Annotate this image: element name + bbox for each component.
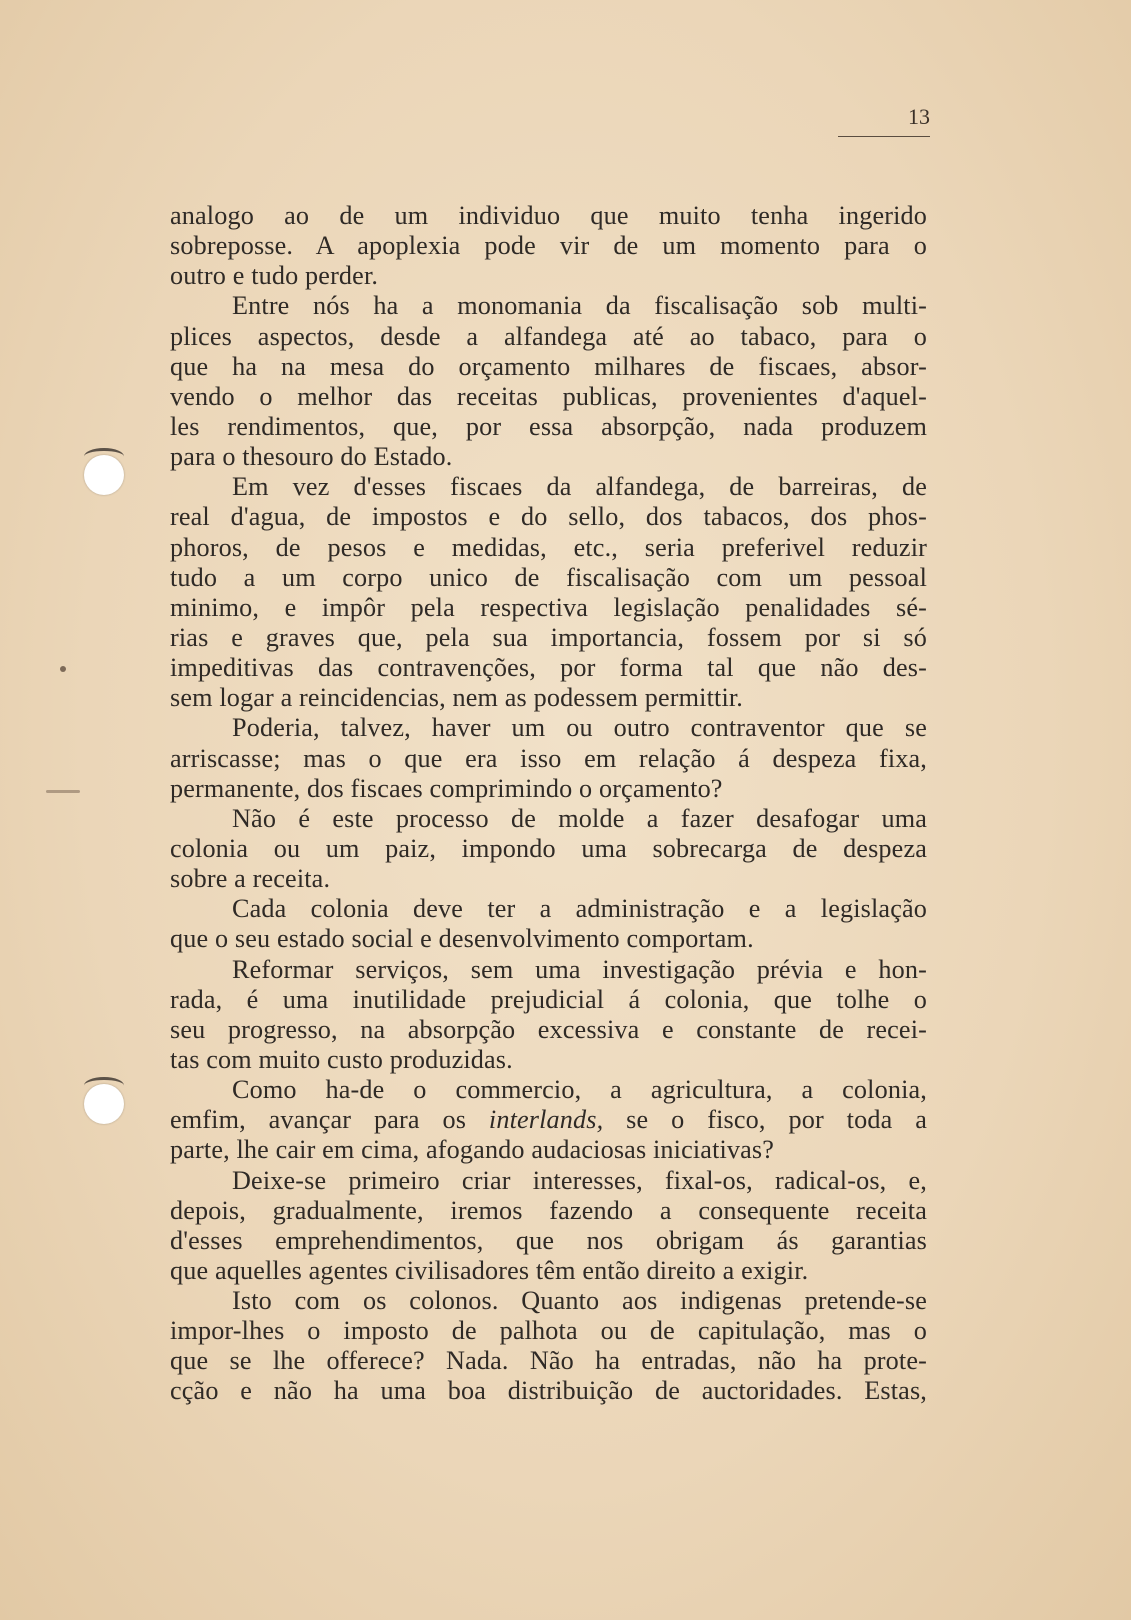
body-text (170, 201, 927, 1407)
text-line: sobreposse. A apoplexia pode vir de um momento para o (170, 231, 927, 261)
text-line: depois, gradualmente, iremos fazendo a consequente receita (170, 1195, 927, 1225)
text-line: outro e tudo perder. (170, 261, 379, 291)
text-segment: emfim, avançar para os (170, 1105, 489, 1135)
text-line: les rendimentos, que, por essa absorpção, nada produzem (170, 411, 927, 441)
text-line: sem logar a reincidencias, nem as podessem permittir. (170, 683, 743, 713)
text-line: cção e não ha uma boa distribuição de auctoridades. Estas, (170, 1376, 927, 1406)
text-line: Não é este processo de molde a fazer desafogar uma (232, 803, 927, 833)
text-line: impeditivas das contravenções, por forma tal que não des- (170, 653, 927, 683)
text-line: parte, lhe cair em cima, afogando audaciosas iniciativas? (170, 1135, 775, 1165)
text-line: plices aspectos, desde a alfandega até ao tabaco, para o (170, 321, 927, 351)
text-line: arriscasse; mas o que era isso em relação á despeza fixa, (170, 743, 927, 773)
page-number: 13 (838, 104, 930, 137)
text-line: Poderia, talvez, haver um ou outro contraventor que se (232, 713, 927, 743)
text-line: real d'agua, de impostos e do sello, dos tabacos, dos phos- (170, 502, 927, 532)
text-line: tudo a um corpo unico de fiscalisação com um pessoal (170, 562, 927, 592)
italic-term: interlands, (488, 1105, 604, 1135)
text-line: seu progresso, na absorpção excessiva e constante de recei- (170, 1014, 927, 1044)
text-segment: se o fisco, por toda a (603, 1105, 927, 1135)
text-line (170, 1105, 927, 1135)
text-line: Cada colonia deve ter a administração e a legislação (232, 894, 927, 924)
text-line: rias e graves que, pela sua importancia, fossem por si só (170, 622, 927, 652)
text-line: minimo, e impôr pela respectiva legislação penalidades sé- (170, 592, 927, 622)
text-line: Reformar serviços, sem uma investigação prévia e hon- (232, 954, 927, 984)
text-line: Em vez d'esses fiscaes da alfandega, de barreiras, de (232, 472, 927, 502)
punch-hole-bottom-arc (84, 1077, 124, 1094)
text-line: phoros, de pesos e medidas, etc., seria preferivel reduzir (170, 532, 927, 562)
scan-speck (60, 666, 66, 672)
text-line: Como ha-de o commercio, a agricultura, a colonia, (232, 1075, 927, 1105)
text-line: d'esses emprehendimentos, que nos obrigam ás garantias (170, 1225, 927, 1255)
text-line: impor-lhes o imposto de palhota ou de capitulação, mas o (170, 1316, 927, 1346)
text-line: que o seu estado social e desenvolvimento comportam. (170, 924, 754, 954)
text-line: analogo ao de um individuo que muito tenha ingerido (170, 201, 927, 230)
text-line: permanente, dos fiscaes comprimindo o orçamento? (170, 773, 723, 803)
text-line: Deixe-se primeiro criar interesses, fixal-os, radical-os, e, (232, 1165, 927, 1195)
scan-speck (46, 790, 80, 793)
text-line: vendo o melhor das receitas publicas, provenientes d'aquel- (170, 381, 927, 411)
text-line: colonia ou um paiz, impondo uma sobrecarga de despeza (170, 833, 927, 863)
text-line: para o thesouro do Estado. (170, 442, 453, 472)
text-line: rada, é uma inutilidade prejudicial á colonia, que tolhe o (170, 984, 927, 1014)
text-line: sobre a receita. (170, 864, 331, 894)
text-line: Entre nós ha a monomania da fiscalisação sob multi- (232, 291, 927, 321)
text-line: que aquelles agentes civilisadores têm então direito a exigir. (170, 1255, 809, 1285)
punch-hole-top-arc (84, 448, 124, 465)
text-line: que se lhe offerece? Nada. Não ha entradas, não ha prote- (170, 1346, 927, 1376)
text-line: tas com muito custo produzidas. (170, 1044, 513, 1074)
text-line: que ha na mesa do orçamento milhares de fiscaes, absor- (170, 351, 927, 381)
text-line: Isto com os colonos. Quanto aos indigenas pretende-se (232, 1286, 927, 1316)
